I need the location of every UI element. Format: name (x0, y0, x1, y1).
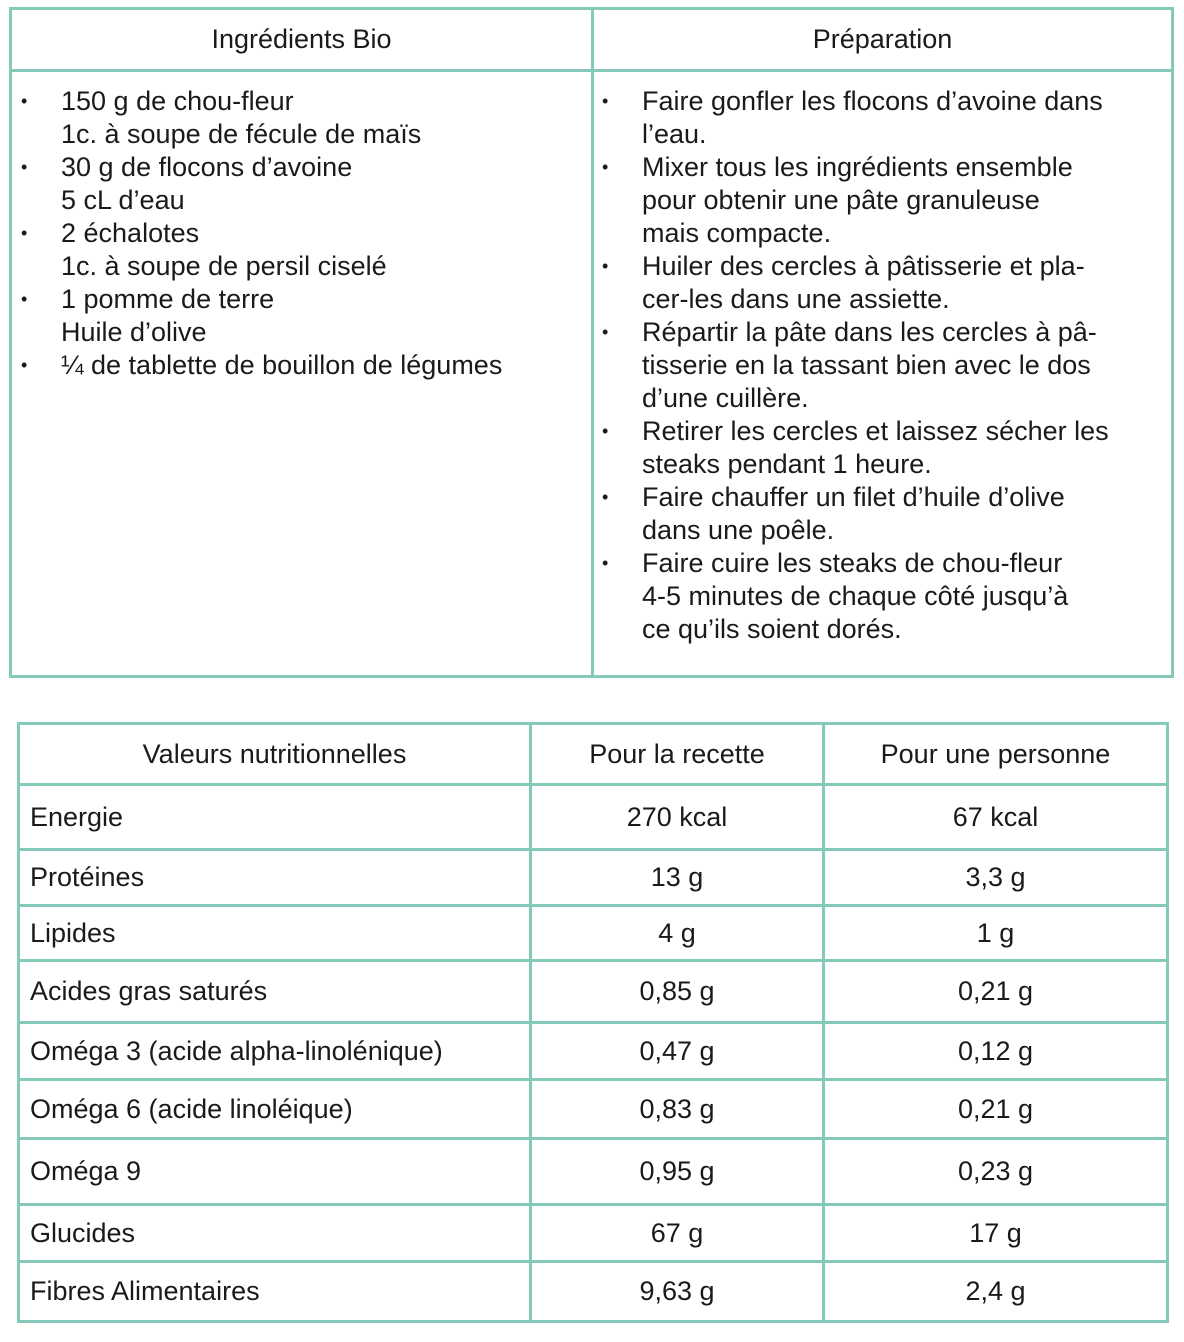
nutrition-row (19, 1205, 1168, 1262)
header-nutrition-values: Valeurs nutritionnelles (19, 724, 531, 785)
nutrient-label: Acides gras saturés (19, 961, 531, 1023)
ingredient-item-text: Huile d’olive (61, 317, 207, 347)
nutrient-label: Protéines (19, 850, 531, 906)
value-per-recipe: 0,83 g (531, 1080, 824, 1139)
nutrient-label: Oméga 3 (acide alpha-linolénique) (19, 1023, 531, 1080)
value-per-person: 2,4 g (824, 1262, 1168, 1322)
ingredient-item (12, 283, 591, 349)
preparation-step (594, 415, 1171, 481)
bullet-icon: • (602, 553, 609, 573)
nutrient-label: Energie (19, 785, 531, 850)
preparation-step-text: cer-les dans une assiette. (642, 284, 950, 314)
preparation-step-text: steaks pendant 1 heure. (642, 449, 932, 479)
recipe-table (9, 7, 1174, 678)
nutrition-table (17, 722, 1169, 1323)
preparation-step-text: Huiler des cercles à pâtisserie et pla- (642, 251, 1085, 281)
value-per-recipe: 0,85 g (531, 961, 824, 1023)
bullet-icon: • (602, 157, 609, 177)
preparation-step-text: ce qu’ils soient dorés. (642, 614, 902, 644)
preparation-cell (594, 72, 1171, 675)
preparation-step-text: tisserie en la tassant bien avec le dos (642, 350, 1091, 380)
preparation-step-text: Retirer les cercles et laissez sécher les (642, 416, 1109, 446)
bullet-icon: • (21, 91, 28, 111)
ingredient-item-text: 5 cL d’eau (61, 185, 185, 215)
preparation-step-text: Faire cuire les steaks de chou-fleur (642, 548, 1063, 578)
ingredient-item-text: 150 g de chou-fleur (61, 86, 294, 116)
ingredient-item-text: 30 g de flocons d’avoine (61, 152, 353, 182)
bullet-icon: • (602, 256, 609, 276)
preparation-step-text: Mixer tous les ingrédients ensemble (642, 152, 1073, 182)
nutrition-row (19, 850, 1168, 906)
header-per-recipe: Pour la recette (531, 724, 824, 785)
value-per-person: 17 g (824, 1205, 1168, 1262)
value-per-person: 1 g (824, 906, 1168, 961)
value-per-recipe: 0,47 g (531, 1023, 824, 1080)
preparation-step-text: l’eau. (642, 119, 707, 149)
value-per-person: 0,23 g (824, 1139, 1168, 1205)
bullet-icon: • (602, 487, 609, 507)
value-per-person: 3,3 g (824, 850, 1168, 906)
value-per-person: 0,12 g (824, 1023, 1168, 1080)
ingredients-cell (12, 72, 594, 675)
nutrition-row (19, 1139, 1168, 1205)
preparation-step (594, 481, 1171, 547)
preparation-steps-list (594, 85, 1171, 646)
value-per-person: 0,21 g (824, 961, 1168, 1023)
preparation-step-text: d’une cuillère. (642, 383, 809, 413)
header-per-person: Pour une personne (824, 724, 1168, 785)
nutrient-label: Lipides (19, 906, 531, 961)
value-per-recipe: 270 kcal (531, 785, 824, 850)
nutrition-row (19, 1262, 1168, 1322)
nutrient-label: Oméga 9 (19, 1139, 531, 1205)
preparation-step-text: Faire gonfler les flocons d’avoine dans (642, 86, 1103, 116)
ingredient-item-text: 1c. à soupe de persil ciselé (61, 251, 387, 281)
ingredient-item-text: 2 échalotes (61, 218, 200, 248)
value-per-recipe: 13 g (531, 850, 824, 906)
bullet-icon: • (21, 289, 28, 309)
value-per-recipe: 9,63 g (531, 1262, 824, 1322)
nutrition-row (19, 1023, 1168, 1080)
nutrient-label: Oméga 6 (acide linoléique) (19, 1080, 531, 1139)
preparation-step-text: dans une poêle. (642, 515, 835, 545)
value-per-recipe: 67 g (531, 1205, 824, 1262)
nutrition-row (19, 961, 1168, 1023)
nutrient-label: Glucides (19, 1205, 531, 1262)
nutrition-row (19, 906, 1168, 961)
nutrition-header-row (19, 724, 1168, 785)
preparation-step (594, 85, 1171, 151)
ingredient-item-text: 1 pomme de terre (61, 284, 275, 314)
bullet-icon: • (602, 91, 609, 111)
preparation-step-text: 4-5 minutes de chaque côté jusqu’à (642, 581, 1069, 611)
ingredient-item (12, 151, 591, 217)
value-per-person: 0,21 g (824, 1080, 1168, 1139)
ingredients-list (12, 85, 591, 382)
preparation-step-text: mais compacte. (642, 218, 832, 248)
preparation-header: Préparation (594, 10, 1171, 72)
value-per-recipe: 0,95 g (531, 1139, 824, 1205)
bullet-icon: • (602, 322, 609, 342)
nutrition-row (19, 1080, 1168, 1139)
bullet-icon: • (21, 223, 28, 243)
ingredient-item (12, 349, 591, 382)
bullet-icon: • (21, 157, 28, 177)
bullet-icon: • (21, 355, 28, 375)
preparation-step (594, 151, 1171, 250)
nutrient-label: Fibres Alimentaires (19, 1262, 531, 1322)
ingredient-item (12, 85, 591, 151)
preparation-step-text: pour obtenir une pâte granuleuse (642, 185, 1040, 215)
ingredients-header: Ingrédients Bio (12, 10, 594, 72)
nutrition-body (19, 785, 1168, 1322)
preparation-step-text: Faire chauffer un filet d’huile d’olive (642, 482, 1065, 512)
ingredient-item (12, 217, 591, 283)
preparation-step (594, 316, 1171, 415)
preparation-step (594, 547, 1171, 646)
preparation-step-text: Répartir la pâte dans les cercles à pâ- (642, 317, 1097, 347)
ingredient-item-text: ¼ de tablette de bouillon de légumes (61, 350, 503, 380)
value-per-recipe: 4 g (531, 906, 824, 961)
bullet-icon: • (602, 421, 609, 441)
preparation-step (594, 250, 1171, 316)
nutrition-row (19, 785, 1168, 850)
value-per-person: 67 kcal (824, 785, 1168, 850)
ingredient-item-text: 1c. à soupe de fécule de maïs (61, 119, 422, 149)
